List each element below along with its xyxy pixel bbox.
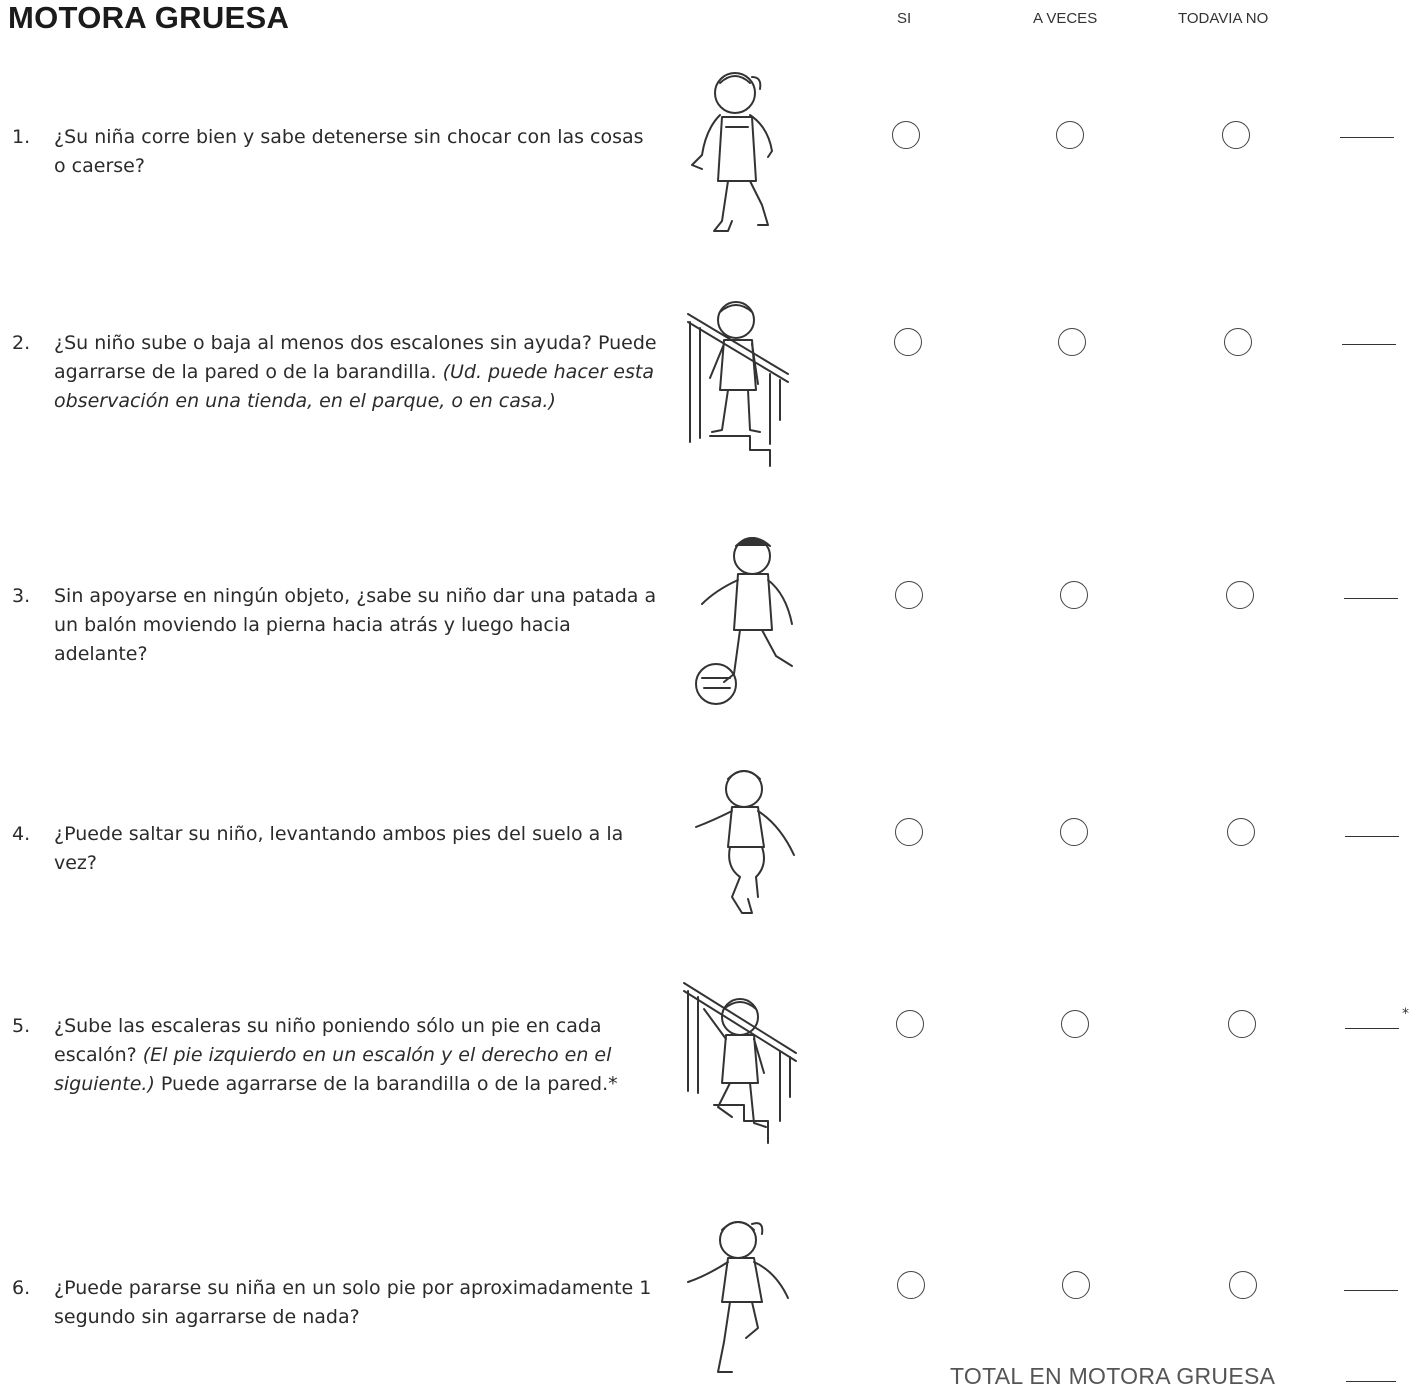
question-number: 6.: [12, 1277, 31, 1299]
boy-jumping-icon: [688, 765, 803, 925]
question-2: [12, 329, 672, 416]
total-label: TOTAL EN MOTORA GRUESA: [950, 1363, 1276, 1389]
score-blank[interactable]: [1344, 1290, 1398, 1291]
question-number: 4.: [12, 823, 31, 845]
girl-running-icon: [680, 65, 790, 240]
boy-stairs-up-icon: [680, 975, 805, 1155]
answer-todavia-no-radio[interactable]: [1226, 581, 1254, 609]
boy-stairs-down-icon: [680, 296, 800, 471]
question-4: [12, 820, 672, 878]
score-blank[interactable]: [1342, 344, 1396, 345]
answer-todavia-no-radio[interactable]: [1222, 121, 1250, 149]
question-1: [12, 123, 672, 181]
score-blank[interactable]: [1344, 598, 1398, 599]
question-text: ¿Puede saltar su niño, levantando ambos pies del suelo a la vez?: [54, 823, 624, 874]
question-number: 2.: [12, 332, 31, 354]
answer-a-veces-radio[interactable]: [1062, 1271, 1090, 1299]
answer-si-radio[interactable]: [896, 1010, 924, 1038]
question-5: [12, 1012, 672, 1099]
score-blank[interactable]: [1345, 1028, 1399, 1029]
question-text: Sin apoyarse en ningún objeto, ¿sabe su niño dar una patada a un balón moviendo la pierna hacia atrás y luego hacia adelante?: [54, 585, 657, 665]
answer-a-veces-radio[interactable]: [1060, 818, 1088, 846]
answer-todavia-no-radio[interactable]: [1228, 1010, 1256, 1038]
answer-a-veces-radio[interactable]: [1060, 581, 1088, 609]
answer-si-radio[interactable]: [895, 581, 923, 609]
question-text: ¿Puede pararse su niña en un solo pie por aproximadamente 1 segundo sin agarrarse de nada?: [54, 1277, 652, 1328]
question-text: ¿Sube las escaleras su niño poniendo sólo un pie en cada escalón? (El pie izquierdo en un escalón y el derecho en el siguiente.) Puede agarrarse de la barandilla o de la pared.*: [54, 1015, 618, 1095]
question-number: 3.: [12, 585, 31, 607]
answer-todavia-no-radio[interactable]: [1229, 1271, 1257, 1299]
answer-si-radio[interactable]: [897, 1271, 925, 1299]
question-text: ¿Su niño sube o baja al menos dos escalones sin ayuda? Puede agarrarse de la pared o de la barandilla. (Ud. puede hacer esta observación en una tienda, en el parque, o en casa.): [54, 332, 657, 412]
question-6: [12, 1274, 672, 1332]
question-number: 1.: [12, 126, 31, 148]
question-3: [12, 582, 672, 669]
answer-a-veces-radio[interactable]: [1058, 328, 1086, 356]
answer-todavia-no-radio[interactable]: [1224, 328, 1252, 356]
answer-todavia-no-radio[interactable]: [1227, 818, 1255, 846]
section-title: MOTORA GRUESA: [8, 0, 290, 35]
question-number: 5.: [12, 1015, 31, 1037]
answer-si-radio[interactable]: [895, 818, 923, 846]
boy-kicking-ball-icon: [690, 532, 805, 712]
answer-si-radio[interactable]: [894, 328, 922, 356]
answer-a-veces-radio[interactable]: [1061, 1010, 1089, 1038]
girl-one-foot-icon: [682, 1212, 807, 1387]
score-blank[interactable]: [1345, 836, 1399, 837]
column-header-si: SI: [897, 10, 912, 27]
answer-si-radio[interactable]: [892, 121, 920, 149]
answer-a-veces-radio[interactable]: [1056, 121, 1084, 149]
score-blank[interactable]: [1340, 137, 1394, 138]
column-header-a-veces: A VECES: [1033, 10, 1098, 27]
question-text: ¿Su niña corre bien y sabe detenerse sin chocar con las cosas o caerse?: [54, 126, 644, 177]
column-header-todavia-no: TODAVIA NO: [1178, 10, 1269, 27]
total-score-blank[interactable]: [1346, 1381, 1396, 1382]
score-asterisk: *: [1402, 1006, 1409, 1022]
